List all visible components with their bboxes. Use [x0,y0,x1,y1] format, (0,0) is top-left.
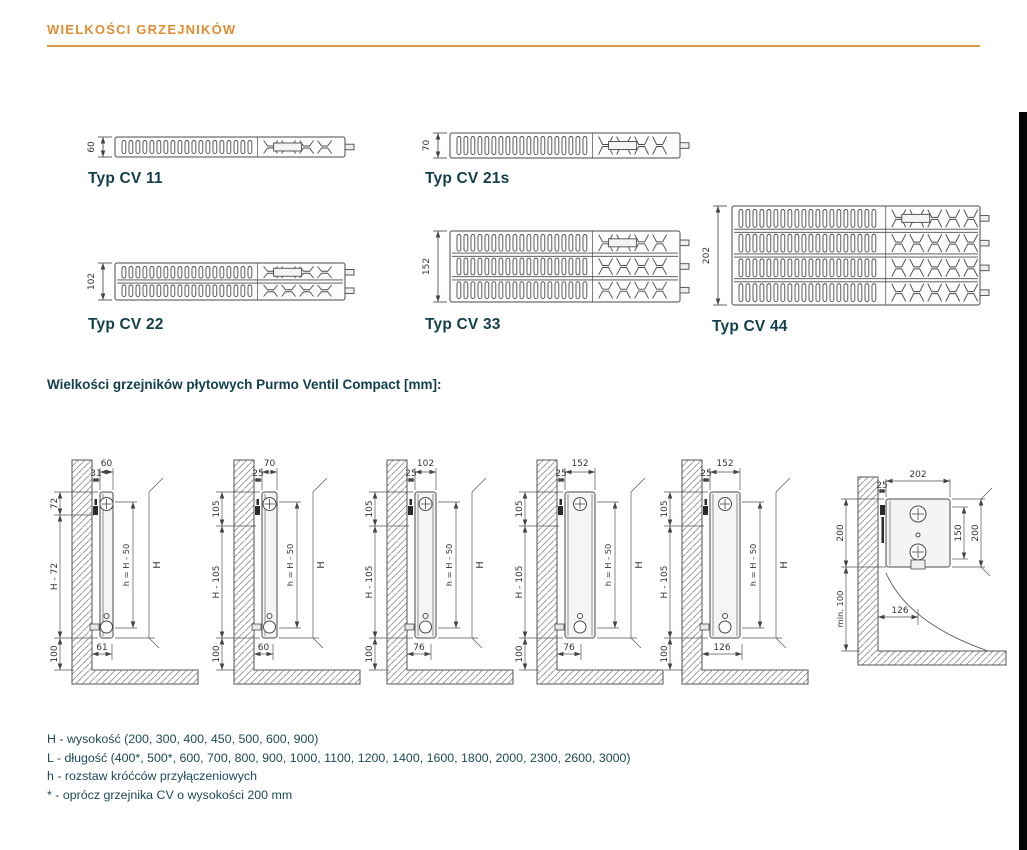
dim-depth: 152 [571,459,589,469]
dim-pitch: h = H - 50 [603,543,613,587]
radiator-profile [700,492,740,638]
dim-foot: 60 [257,643,270,653]
dim-pipe-spacing: 150 [954,524,964,542]
radiator-fin-drawing [732,206,989,305]
dim-bottom: 100 [50,645,60,663]
dim-height: H [634,561,645,569]
legend-line-length: L - długość (400*, 500*, 600, 700, 800, 900, 1000, 1100, 1200, 1400, 1600, 1800, 2000, 2300, 2600, 3000) [47,750,631,765]
dim-foot: 61 [96,643,108,653]
dim-height: H [152,561,163,569]
dim-height-left: 200 [836,524,846,542]
type-label-cv44: Typ CV 44 [712,318,788,335]
dim-top: 105 [660,500,670,518]
radiator-profile [880,499,988,651]
dim-bottom: 100 [365,645,375,663]
side-view-cv22 [365,430,525,688]
legend-line-asterisk: * - oprócz grzejnika CV o wysokości 200 mm [47,787,293,802]
page-title: WIELKOŚCI GRZEJNIKÓW [47,22,237,37]
dim-depth: 202 [909,470,927,480]
dim-top: 72 [50,497,60,510]
corner-view-cv-200 [835,455,1023,685]
dim-depth-label: 102 [87,272,97,291]
dim-foot: 126 [713,643,731,653]
dim-wall-gap: 25 [405,469,417,479]
dim-wall-gap: 25 [555,469,567,479]
type-label-cv22: Typ CV 22 [88,316,164,333]
dim-wall-gap: 25 [700,469,712,479]
cv33-cross-section [420,221,720,312]
side-view-cv44 [660,430,820,688]
dim-pitch: h = H - 50 [748,543,758,587]
dim-bottom: 100 [660,645,670,663]
radiator-profile [555,492,595,638]
dim-depth-label: 202 [702,246,712,265]
cv22-cross-section [85,253,385,310]
radiator-profile [90,492,113,638]
dim-height: H [779,561,790,569]
dim-depth-label: 70 [422,139,432,152]
dim-height: H [316,561,327,569]
dim-height-right: 200 [971,524,981,542]
dim-depth: 102 [416,459,435,469]
dim-middle: H - 105 [660,565,670,599]
dim-depth-label: 60 [87,141,97,153]
radiator-fin-drawing [450,133,689,158]
dim-depth: 70 [263,459,276,469]
dim-floor-clearance: min. 100 [835,590,845,628]
section-heading: Wielkości grzejników płytowych Purmo Ventil Compact [mm]: [47,377,442,392]
dim-depth-label: 152 [422,257,432,276]
dim-middle: H - 105 [365,565,375,599]
cv11-cross-section [85,127,385,167]
side-view-cv33 [515,430,675,688]
dim-top: 105 [212,500,222,518]
wall-floor-section [537,460,663,684]
cv44-cross-section [700,196,1010,315]
dim-bottom: 100 [515,645,525,663]
dim-depth: 60 [100,459,113,469]
type-label-cv21s: Typ CV 21s [425,170,510,187]
type-label-cv33: Typ CV 33 [425,316,501,333]
dim-top: 105 [365,500,375,518]
title-underline [47,45,980,47]
dim-pitch: h = H - 50 [121,543,131,587]
legend-line-pipe-spacing: h - rozstaw króćców przyłączeniowych [47,769,258,784]
legend-line-height: H - wysokość (200, 300, 400, 450, 500, 600, 900) [47,732,319,746]
scan-edge-black-bar [1019,112,1027,850]
dim-pitch: h = H - 50 [444,543,454,587]
dim-middle: H - 105 [515,565,525,599]
type-label-cv11: Typ CV 11 [88,170,163,187]
legend [47,730,631,804]
dim-middle: H - 105 [212,565,222,599]
radiator-fin-drawing [115,263,354,300]
dim-foot: 76 [413,643,425,653]
side-view-cv21s [212,430,372,688]
dim-middle: H - 72 [50,562,60,591]
cv21s-cross-section [420,123,720,168]
dim-bottom: 100 [212,645,222,663]
dim-height: H [475,561,486,569]
dim-depth: 152 [716,459,734,469]
side-view-cv11 [50,430,210,688]
radiator-fin-drawing [450,231,689,302]
radiator-profile [405,492,436,638]
dim-foot: 76 [563,643,575,653]
wall-floor-section [72,460,198,684]
dim-wall-gap: 25 [252,469,264,479]
radiator-fin-drawing [115,137,354,157]
dim-wall-gap: 25 [876,481,888,491]
dim-foot: 126 [891,606,909,616]
dim-pitch: h = H - 50 [285,543,295,587]
dim-top: 105 [515,500,525,518]
wall-floor-section [682,460,808,684]
radiator-profile [252,492,277,638]
dim-wall-gap: 31 [90,469,102,479]
